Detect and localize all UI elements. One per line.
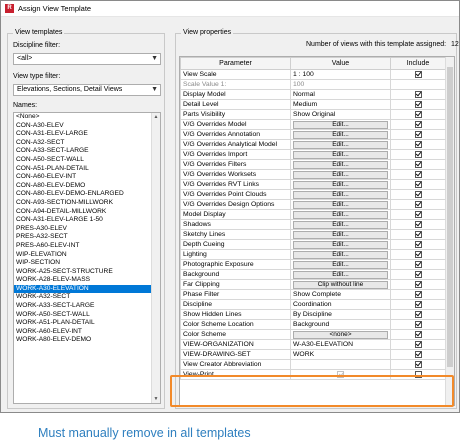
template-name-item[interactable]: WIP-ELEVATION — [16, 250, 67, 258]
include-checkbox[interactable] — [415, 161, 422, 168]
edit-button[interactable]: Edit... — [293, 221, 388, 229]
template-name-item[interactable]: WORK-A25-SECT-STRUCTURE — [16, 267, 113, 275]
parameter-value-cell — [291, 280, 391, 290]
parameter-name: Scale Value 1: — [181, 80, 291, 90]
template-names-items — [14, 113, 151, 403]
include-cell — [391, 140, 446, 150]
parameter-value-cell — [291, 230, 391, 240]
parameter-name: Phase Filter — [181, 290, 291, 300]
table-row — [181, 270, 446, 280]
table-row — [181, 350, 446, 360]
parameter-value-cell — [291, 220, 391, 230]
table-row — [181, 210, 446, 220]
annotation-caption: Must manually remove in all templates — [38, 426, 251, 440]
view-templates-group-label: View templates — [15, 29, 63, 36]
parameter-value-cell — [291, 310, 391, 320]
parameter-value-cell — [291, 350, 391, 360]
template-name-item[interactable]: PRES-A32-SECT — [16, 233, 68, 241]
include-checkbox[interactable] — [415, 191, 422, 198]
parameter-name: View Scale — [181, 70, 291, 80]
assigned-count-value: 12 — [451, 41, 459, 48]
parameter-value-cell — [291, 160, 391, 170]
edit-button[interactable]: <none> — [293, 331, 388, 339]
parameter-name: Sketchy Lines — [181, 230, 291, 240]
table-row — [181, 240, 446, 250]
include-checkbox[interactable] — [415, 341, 422, 348]
parameter-name: V/G Overrides Model — [181, 120, 291, 130]
template-name-item[interactable]: WORK-A28-ELEV-MASS — [16, 276, 91, 284]
highlight-box — [170, 375, 454, 407]
table-row — [181, 180, 446, 190]
parameter-name: V/G Overrides RVT Links — [181, 180, 291, 190]
parameter-value-cell — [291, 360, 391, 370]
include-cell — [391, 90, 446, 100]
parameter-name: Model Display — [181, 210, 291, 220]
table-row — [181, 120, 446, 130]
template-name-item[interactable]: PRES-A60-ELEV-INT — [16, 241, 80, 249]
include-cell — [391, 170, 446, 180]
table-row — [181, 300, 446, 310]
chevron-down-icon: ▼ — [151, 86, 158, 93]
template-name-item[interactable]: WORK-A60-ELEV-INT — [16, 327, 82, 335]
include-checkbox[interactable] — [415, 181, 422, 188]
table-row — [181, 290, 446, 300]
template-name-item[interactable]: CON-A50-SECT-WALL — [16, 155, 84, 163]
include-cell — [391, 230, 446, 240]
template-name-item[interactable]: <None> — [16, 113, 40, 120]
discipline-filter-label: Discipline filter: — [13, 42, 61, 49]
template-name-item[interactable]: WIP-SECTION — [16, 259, 60, 267]
parameter-value[interactable]: WORK — [293, 351, 315, 358]
properties-scrollbar-thumb[interactable] — [447, 67, 453, 367]
parameter-value-cell — [291, 190, 391, 200]
table-row — [181, 320, 446, 330]
include-cell — [391, 130, 446, 140]
revit-app-icon: R — [5, 4, 14, 13]
table-row — [181, 220, 446, 230]
parameter-value[interactable]: Medium — [293, 101, 318, 108]
parameter-value[interactable]: Background — [293, 321, 330, 328]
include-cell — [391, 330, 446, 340]
parameter-name: V/G Overrides Import — [181, 150, 291, 160]
include-checkbox[interactable] — [415, 281, 422, 288]
parameter-value-cell — [291, 320, 391, 330]
include-checkbox[interactable] — [415, 251, 422, 258]
parameter-name: VIEW-ORGANIZATION — [181, 340, 291, 350]
parameter-name: Lighting — [181, 250, 291, 260]
template-name-item[interactable]: WORK-A32-SECT — [16, 293, 71, 301]
edit-button[interactable]: Edit... — [293, 131, 388, 139]
include-cell — [391, 250, 446, 260]
edit-button[interactable]: Edit... — [293, 211, 388, 219]
table-row — [181, 260, 446, 270]
parameter-value-cell — [291, 90, 391, 100]
parameter-value-cell — [291, 150, 391, 160]
parameter-value[interactable]: Show Complete — [293, 291, 341, 298]
table-row — [181, 280, 446, 290]
include-checkbox[interactable] — [415, 221, 422, 228]
include-cell — [391, 160, 446, 170]
discipline-filter-dropdown[interactable] — [13, 53, 161, 65]
discipline-filter-value: <all> — [17, 55, 33, 62]
edit-button[interactable]: Edit... — [293, 271, 388, 279]
edit-button[interactable]: Edit... — [293, 161, 388, 169]
table-row — [181, 70, 446, 80]
edit-button[interactable]: Edit... — [293, 251, 388, 259]
table-row — [181, 330, 446, 340]
table-row — [181, 340, 446, 350]
table-row — [181, 130, 446, 140]
header-parameter: Parameter — [181, 58, 291, 70]
parameter-value-cell — [291, 100, 391, 110]
scroll-up-icon[interactable]: ▲ — [153, 114, 159, 120]
include-cell — [391, 110, 446, 120]
edit-button[interactable]: Edit... — [293, 191, 388, 199]
parameter-name: Discipline — [181, 300, 291, 310]
include-checkbox[interactable] — [415, 321, 422, 328]
parameter-name: Parts Visibility — [181, 110, 291, 120]
parameter-value-cell — [291, 140, 391, 150]
table-row — [181, 150, 446, 160]
include-checkbox[interactable] — [415, 291, 422, 298]
edit-button[interactable]: Clip without line — [293, 281, 388, 289]
template-name-item[interactable]: PRES-A30-ELEV — [16, 224, 67, 232]
parameter-value[interactable]: By Discipline — [293, 311, 332, 318]
parameter-value[interactable]: Coordination — [293, 301, 332, 308]
include-cell — [391, 80, 446, 90]
parameter-value-cell — [291, 120, 391, 130]
parameter-value-cell — [291, 300, 391, 310]
template-name-item[interactable]: CON-A32-SECT — [16, 138, 65, 146]
table-row — [181, 230, 446, 240]
table-row — [181, 80, 446, 90]
include-checkbox[interactable] — [415, 91, 422, 98]
parameter-name: View Creator Abbreviation — [181, 360, 291, 370]
parameter-name: Show Hidden Lines — [181, 310, 291, 320]
parameter-value-cell — [291, 330, 391, 340]
include-checkbox[interactable] — [415, 271, 422, 278]
include-cell — [391, 320, 446, 330]
include-checkbox[interactable] — [415, 351, 422, 358]
template-name-item[interactable]: CON-A30-ELEV — [16, 121, 64, 129]
include-cell — [391, 260, 446, 270]
parameter-name: View-Print — [181, 370, 291, 380]
parameter-value-cell — [291, 180, 391, 190]
parameter-name: VIEW-DRAWING-SET — [181, 350, 291, 360]
template-names-list[interactable] — [13, 112, 161, 404]
include-checkbox[interactable] — [415, 231, 422, 238]
edit-button[interactable]: Edit... — [293, 231, 388, 239]
include-checkbox[interactable] — [415, 111, 422, 118]
include-cell — [391, 360, 446, 370]
edit-button[interactable]: Edit... — [293, 261, 388, 269]
parameter-value[interactable]: 100 — [293, 81, 305, 88]
parameter-value-cell — [291, 210, 391, 220]
template-name-item[interactable]: CON-A93-SECTION-MILLWORK — [16, 198, 113, 206]
include-cell — [391, 100, 446, 110]
parameter-value-cell — [291, 260, 391, 270]
template-name-item[interactable]: CON-A60-ELEV-INT — [16, 173, 77, 181]
parameter-value[interactable]: Normal — [293, 91, 315, 98]
edit-button[interactable]: Edit... — [293, 141, 388, 149]
parameter-value-cell — [291, 80, 391, 90]
properties-rows — [181, 70, 446, 380]
edit-button[interactable]: Edit... — [293, 181, 388, 189]
include-cell — [391, 300, 446, 310]
parameter-value-cell — [291, 250, 391, 260]
parameter-name: V/G Overrides Design Options — [181, 200, 291, 210]
include-checkbox[interactable] — [415, 261, 422, 268]
view-properties-group — [175, 29, 459, 409]
include-checkbox[interactable] — [415, 241, 422, 248]
parameter-name: Display Model — [181, 90, 291, 100]
parameter-name: V/G Overrides Annotation — [181, 130, 291, 140]
view-properties-group-label: View properties — [183, 29, 232, 36]
include-checkbox[interactable] — [415, 151, 422, 158]
table-row — [181, 310, 446, 320]
template-name-item[interactable]: WORK-A51-PLAN-DETAIL — [16, 319, 95, 327]
template-name-item[interactable]: WORK-A80-ELEV-DEMO — [16, 336, 92, 344]
template-name-item[interactable]: CON-A80-ELEV-DEMO-ENLARGED — [16, 190, 124, 198]
view-type-filter-value: Elevations, Sections, Detail Views — [17, 86, 123, 93]
header-value: Value — [291, 58, 391, 70]
template-name-item[interactable]: CON-A94-DETAIL-MILLWORK — [16, 207, 107, 215]
table-row — [181, 190, 446, 200]
include-cell — [391, 220, 446, 230]
parameter-name: Shadows — [181, 220, 291, 230]
parameter-name: Color Scheme Location — [181, 320, 291, 330]
include-checkbox[interactable] — [415, 361, 422, 368]
include-cell — [391, 190, 446, 200]
table-row — [181, 110, 446, 120]
view-templates-group — [7, 29, 165, 409]
assigned-count-label: Number of views with this template assigned: — [306, 41, 447, 48]
include-cell — [391, 210, 446, 220]
template-name-item[interactable]: CON-A33-SECT-LARGE — [16, 147, 89, 155]
parameter-name: Color Scheme — [181, 330, 291, 340]
table-row — [181, 170, 446, 180]
assigned-count-row — [306, 41, 459, 48]
table-row — [181, 90, 446, 100]
parameter-value[interactable]: Show Original — [293, 111, 336, 118]
include-cell — [391, 120, 446, 130]
template-name-item[interactable]: CON-A31-ELEV-LARGE 1-50 — [16, 216, 103, 224]
parameter-value-cell — [291, 290, 391, 300]
include-checkbox[interactable] — [415, 311, 422, 318]
include-cell — [391, 290, 446, 300]
include-checkbox[interactable] — [415, 331, 422, 338]
parameter-value-cell — [291, 110, 391, 120]
table-row — [181, 160, 446, 170]
parameter-name: Background — [181, 270, 291, 280]
parameter-value-cell — [291, 270, 391, 280]
properties-scrollbar[interactable] — [445, 57, 454, 405]
table-row — [181, 360, 446, 370]
chevron-down-icon: ▼ — [151, 55, 158, 62]
include-cell — [391, 350, 446, 360]
include-cell — [391, 200, 446, 210]
names-scrollbar[interactable] — [151, 113, 160, 403]
table-row — [181, 200, 446, 210]
template-name-item[interactable]: WORK-A50-SECT-WALL — [16, 310, 90, 318]
include-checkbox[interactable] — [415, 171, 422, 178]
include-checkbox[interactable] — [415, 211, 422, 218]
parameter-value-cell — [291, 240, 391, 250]
include-cell — [391, 70, 446, 80]
table-row — [181, 140, 446, 150]
window-title: Assign View Template — [18, 4, 92, 13]
edit-button[interactable]: Edit... — [293, 241, 388, 249]
include-checkbox[interactable] — [415, 121, 422, 128]
template-name-item[interactable]: WORK-A30-ELEVATION — [14, 285, 151, 294]
include-checkbox[interactable] — [415, 131, 422, 138]
include-checkbox[interactable] — [415, 301, 422, 308]
title-bar — [1, 1, 459, 17]
template-name-item[interactable]: CON-A51-PLAN-DETAIL — [16, 164, 89, 172]
template-name-item[interactable]: WORK-A33-SECT-LARGE — [16, 302, 95, 310]
include-checkbox[interactable] — [415, 101, 422, 108]
template-name-item[interactable]: CON-A31-ELEV-LARGE — [16, 130, 88, 138]
edit-button[interactable]: Edit... — [293, 201, 388, 209]
parameter-name: V/G Overrides Point Clouds — [181, 190, 291, 200]
parameter-name: Photographic Exposure — [181, 260, 291, 270]
include-cell — [391, 180, 446, 190]
parameter-value[interactable]: W-A30-ELEVATION — [293, 341, 354, 348]
include-cell — [391, 270, 446, 280]
parameter-value-cell — [291, 340, 391, 350]
properties-table — [180, 57, 446, 380]
include-cell — [391, 150, 446, 160]
view-type-filter-dropdown[interactable] — [13, 84, 161, 96]
include-checkbox[interactable] — [415, 71, 422, 78]
include-cell — [391, 240, 446, 250]
table-row — [181, 100, 446, 110]
template-name-item[interactable]: CON-A80-ELEV-DEMO — [16, 181, 86, 189]
parameter-value-cell — [291, 130, 391, 140]
parameter-value-cell — [291, 70, 391, 80]
edit-button[interactable]: Edit... — [293, 121, 388, 129]
table-header-row — [181, 58, 446, 70]
include-cell — [391, 340, 446, 350]
edit-button[interactable]: Edit... — [293, 171, 388, 179]
parameter-name: Depth Cueing — [181, 240, 291, 250]
scroll-down-icon[interactable]: ▼ — [153, 396, 159, 402]
edit-button[interactable]: Edit... — [293, 151, 388, 159]
table-row — [181, 250, 446, 260]
parameter-name: V/G Overrides Analytical Model — [181, 140, 291, 150]
parameter-name: V/G Overrides Filters — [181, 160, 291, 170]
view-type-filter-label: View type filter: — [13, 73, 61, 80]
parameter-value[interactable]: 1 : 100 — [293, 71, 314, 78]
names-label: Names: — [13, 102, 38, 109]
parameter-value-cell — [291, 170, 391, 180]
include-checkbox[interactable] — [415, 201, 422, 208]
include-cell — [391, 310, 446, 320]
view-properties-grid — [179, 56, 455, 406]
parameter-name: V/G Overrides Worksets — [181, 170, 291, 180]
include-checkbox[interactable] — [415, 141, 422, 148]
parameter-name: Detail Level — [181, 100, 291, 110]
include-cell — [391, 280, 446, 290]
parameter-value-cell — [291, 200, 391, 210]
header-include: Include — [391, 58, 446, 70]
parameter-name: Far Clipping — [181, 280, 291, 290]
